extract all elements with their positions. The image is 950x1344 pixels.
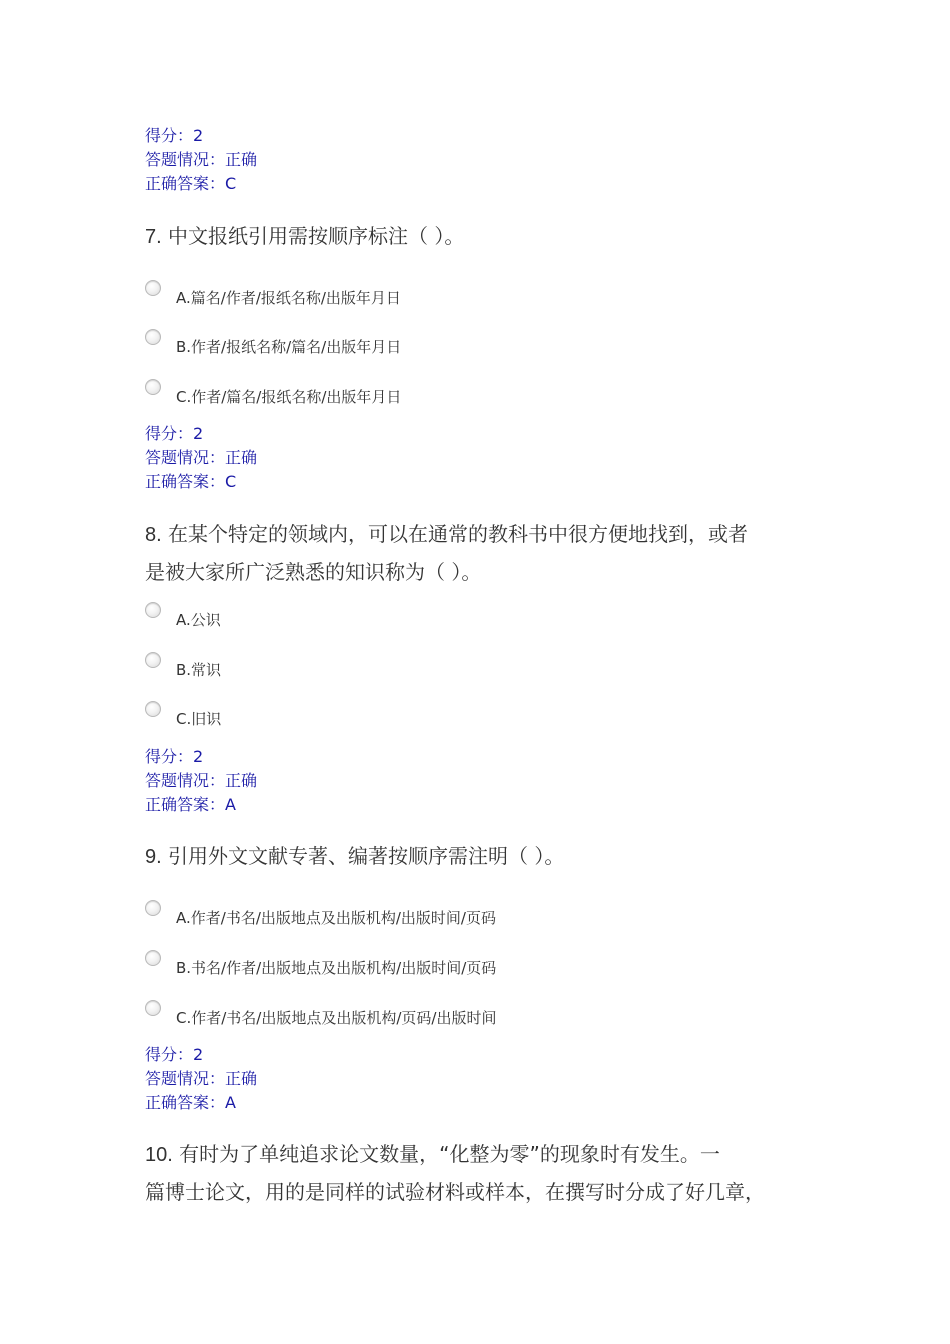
- status-text: 答题情况：正确: [145, 1069, 258, 1088]
- question-text-line-1: 有时为了单纯追求论文数量，“化整为零”的现象时有发生。一: [179, 1142, 720, 1166]
- question-number: 9.: [145, 846, 162, 868]
- option-label: B.作者/报纸名称/篇名/出版年月日: [176, 338, 402, 356]
- option-label: C.作者/篇名/报纸名称/出版年月日: [176, 388, 402, 406]
- question-number: 7.: [145, 226, 162, 248]
- question-text: 引用外文文献专著、编著按顺序需注明（ ）。: [168, 844, 565, 868]
- status-text: 答题情况：正确: [145, 771, 258, 790]
- status-text: 答题情况：正确: [145, 448, 258, 467]
- correct-answer-text: 正确答案：A: [145, 795, 236, 814]
- option-label: B.常识: [176, 661, 222, 679]
- correct-answer-text: 正确答案：C: [145, 174, 237, 193]
- option-label: A.篇名/作者/报纸名称/出版年月日: [176, 289, 401, 307]
- score-text: 得分：2: [145, 126, 204, 145]
- radio-button-icon[interactable]: [145, 379, 161, 395]
- radio-button-icon[interactable]: [145, 900, 161, 916]
- score-text: 得分：2: [145, 1045, 204, 1064]
- question-9-title: [145, 838, 564, 876]
- radio-button-icon[interactable]: [145, 602, 161, 618]
- question-text: 中文报纸引用需按顺序标注（ ）。: [168, 224, 465, 248]
- correct-answer-text: 正确答案：C: [145, 472, 237, 491]
- radio-button-icon[interactable]: [145, 280, 161, 296]
- question-10-title: [145, 1136, 765, 1211]
- status-text: 答题情况：正确: [145, 150, 258, 169]
- option-label: A.公识: [176, 611, 221, 629]
- question-number: 8.: [145, 524, 162, 546]
- score-text: 得分：2: [145, 424, 204, 443]
- option-label: A.作者/书名/出版地点及出版机构/出版时间/页码: [176, 909, 496, 927]
- radio-button-icon[interactable]: [145, 1000, 161, 1016]
- radio-button-icon[interactable]: [145, 329, 161, 345]
- option-label: C.旧识: [176, 710, 222, 728]
- question-8-title: [145, 516, 748, 591]
- radio-button-icon[interactable]: [145, 701, 161, 717]
- question-number: 10.: [145, 1144, 173, 1166]
- question-text-line-2: 篇博士论文，用的是同样的试验材料或样本，在撰写时分成了好几章，: [145, 1180, 765, 1204]
- option-label: B.书名/作者/出版地点及出版机构/出版时间/页码: [176, 959, 497, 977]
- radio-button-icon[interactable]: [145, 652, 161, 668]
- result-block-9: [145, 1043, 257, 1115]
- result-block-7: [145, 422, 257, 494]
- result-block-8: [145, 745, 257, 817]
- radio-button-icon[interactable]: [145, 950, 161, 966]
- option-label: C.作者/书名/出版地点及出版机构/页码/出版时间: [176, 1009, 497, 1027]
- question-text-line-1: 在某个特定的领域内，可以在通常的教科书中很方便地找到，或者: [168, 522, 749, 546]
- correct-answer-text: 正确答案：A: [145, 1093, 236, 1112]
- result-block-6: [145, 124, 257, 196]
- question-7-title: [145, 218, 464, 256]
- score-text: 得分：2: [145, 747, 204, 766]
- question-text-line-2: 是被大家所广泛熟悉的知识称为（ ）。: [145, 560, 482, 584]
